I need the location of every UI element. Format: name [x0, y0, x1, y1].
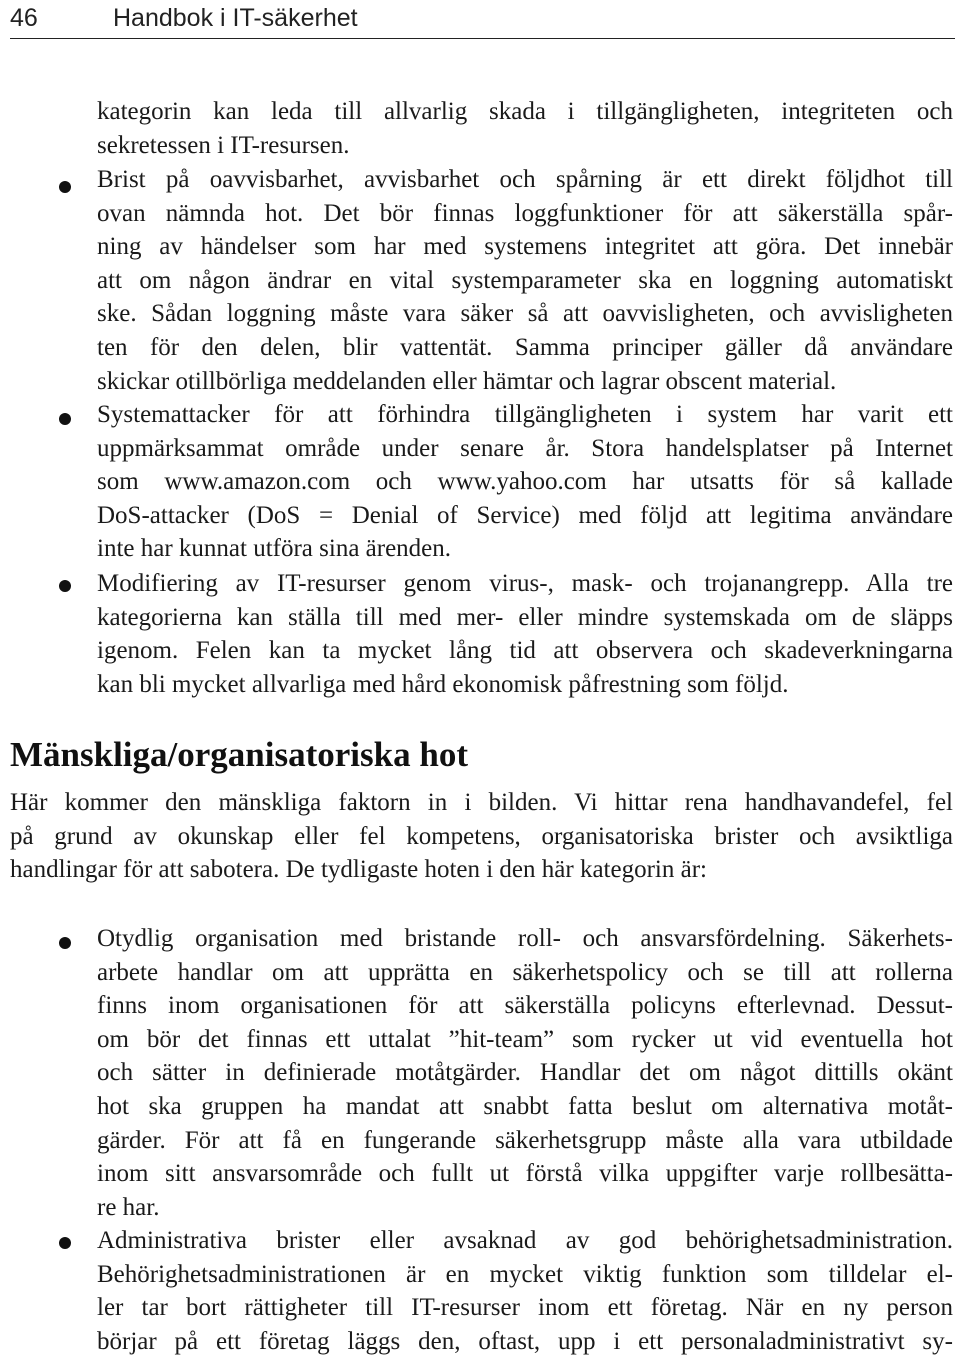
bullet-icon [59, 580, 71, 592]
text-line: gärder. För att få en fungerande säkerhetsgrupp måste alla vara utbildade [97, 1126, 953, 1154]
running-header [10, 0, 955, 39]
continuation-paragraph [97, 95, 953, 162]
list-item [97, 163, 953, 398]
text-line: sekretessen i IT-resursen. [97, 131, 350, 159]
text-line: Systemattacker för att förhindra tillgängligheten i system har varit ett [97, 401, 953, 428]
text-line: Här kommer den mänskliga faktorn in i bilden. Vi hittar rena handhavandefel, fel [10, 789, 953, 816]
text-line: Brist på oavvisbarhet, avvisbarhet och spårning är ett direkt följdhot till [97, 166, 953, 193]
text-line: Modifiering av IT-resurser genom virus-, mask- och trojanangrepp. Alla tre [97, 570, 953, 597]
list-item [97, 398, 953, 566]
text-line: Behörighetsadministrationen är en mycket viktig funktion som tilldelar el- [97, 1260, 953, 1288]
page-number: 46 [10, 4, 38, 32]
text-line: ovan nämnda hot. Det bör finnas loggfunktioner för att säkerställa spår- [97, 199, 953, 227]
list-item [97, 1224, 953, 1358]
text-line: kan bli mycket allvarliga med hård ekonomisk påfrestning som följd. [97, 670, 789, 698]
text-line: re har. [97, 1193, 160, 1221]
text-line: hot ska gruppen ha mandat att snabbt fatta beslut om alternativa motåt- [97, 1092, 953, 1120]
bullet-icon [59, 181, 71, 193]
text-line: och sätter in definierade motåtgärder. Handlar det om något dittills okänt [97, 1059, 953, 1087]
list-item [97, 567, 953, 701]
text-line: Otydlig organisation med bristande roll- och ansvarsfördelning. Säkerhets- [97, 925, 953, 952]
text-line: att om någon ändrar en vital systemparameter ska en loggning automatiskt [97, 266, 953, 294]
list-item [97, 922, 953, 1224]
text-line: inte har kunnat utföra sina ärenden. [97, 535, 452, 563]
text-line: igenom. Felen kan ta mycket lång tid att observera och skadeverkningarna [97, 637, 953, 665]
text-line: uppmärksammat område under senare år. Stora handelsplatser på Internet [97, 434, 953, 462]
text-line: Administrativa brister eller avsaknad av god behörighetsadministration. [97, 1227, 953, 1254]
text-line: ske. Sådan loggning måste vara säker så att oavvisligheten, och avvisligheten [97, 300, 953, 328]
text-line: skickar otillbörliga meddelanden eller hämtar och lagrar obscent material. [97, 367, 837, 395]
bullet-icon [59, 937, 71, 949]
text-line: kategorierna kan ställa till med mer- eller mindre systemskada om de släpps [97, 603, 953, 631]
section-heading: Mänskliga/organisatoriska hot [10, 735, 468, 774]
text-line: arbete handlar om att upprätta en säkerhetspolicy och se till att rollerna [97, 958, 953, 986]
text-line: på grund av okunskap eller fel kompetens, organisatoriska brister och avsiktliga [10, 822, 953, 850]
intro-paragraph [10, 786, 953, 887]
text-line: DoS-attacker (DoS = Denial of Service) med följd att legitima användare [97, 501, 953, 529]
bullet-icon [59, 1237, 71, 1249]
text-line: om bör det finnas ett uttalat ”hit-team” som rycker ut vid eventuella hot [97, 1025, 953, 1053]
text-line: ten för den delen, blir vattentät. Samma principer gäller då användare [97, 333, 953, 361]
text-line: ler tar bort rättigheter till IT-resurser inom ett företag. När en ny person [97, 1294, 953, 1322]
text-line: inom sitt ansvarsområde och fullt ut förstå vilka uppgifter varje rollbesätta- [97, 1160, 953, 1188]
header-title: Handbok i IT-säkerhet [113, 4, 358, 32]
text-line: handlingar för att sabotera. De tydligaste hoten i den här kategorin är: [10, 856, 707, 884]
text-line: börjar på ett företag läggs den, oftast, upp i ett personaladministrativt sy- [97, 1327, 953, 1355]
text-line: kategorin kan leda till allvarlig skada i tillgängligheten, integriteten och [97, 98, 953, 125]
text-line: som www.amazon.com och www.yahoo.com har utsatts för så kallade [97, 468, 953, 496]
text-line: ning av händelser som har med systemens integritet att göra. Det innebär [97, 233, 953, 261]
bullet-icon [59, 413, 71, 425]
text-line: finns inom organisationen för att säkerställa policyns efterlevnad. Dessut- [97, 992, 953, 1020]
